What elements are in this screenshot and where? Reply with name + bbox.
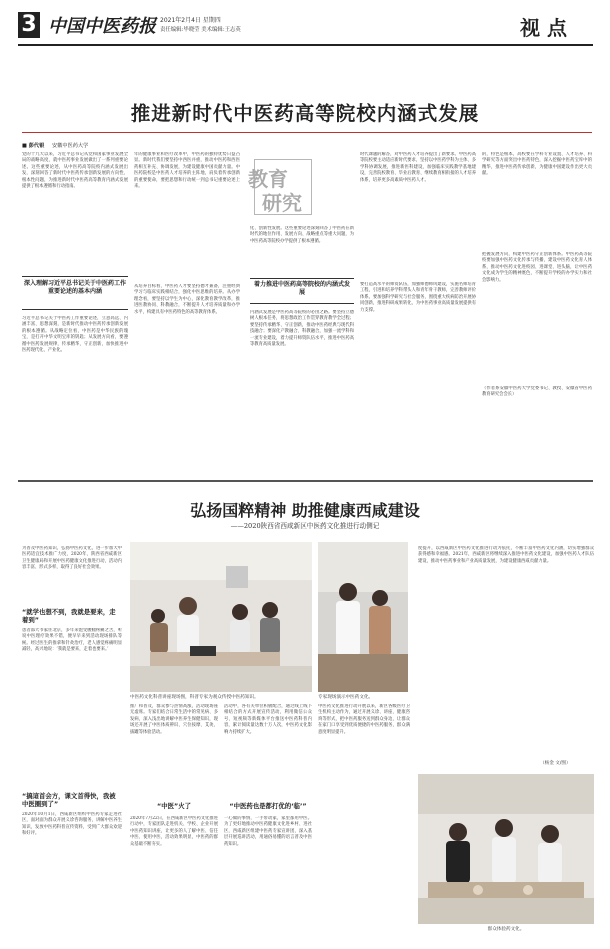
article1-col2-top: 年的健康事业和医疗改革中，中医药的独特优势日益凸显。新时代我们要坚持中西医并重，推动中医药和西医药相互补充、协调发展，为建设健康中国贡献力量。中医药院校是中医药人才培养的主阵地，肩负着传承创新的重要使命，要把思想和行动统一到总书记重要论述上来。 xyxy=(134,152,240,190)
article1-col1-body: 习近平总书记关于中医药工作重要论述，立意高远、内涵丰富、思想深刻，是新时代推动中医药传承创新发展的根本遵循。从战略定位看，中医药是中华民族的瑰宝，是打开中华文明宝库的钥匙；从发展方向看，要遵循中医药发展规律，传承精华，守正创新，加快推进中医药现代化、产业化。 xyxy=(22,316,128,354)
author-line xyxy=(22,142,88,149)
article1-col2-body: 从培养目标看，中医药人才要坚持德才兼备，注重经典学习与临床实践相结合，强化中医思维的培养。从办学理念看，要坚持以学生为中心，深化教育教学改革，推进医教协同、科教融合，不断提升人才培养质量和办学水平，构建具有中医药特色的高等教育体系。 xyxy=(134,284,240,315)
author-org: 安徽中医药大学 xyxy=(51,143,89,149)
page-number-badge xyxy=(18,12,40,38)
pullquote-text: 深入理解习近平总书记关于中医药工作重要论述的基本内涵 xyxy=(24,280,127,295)
page-number: 3 xyxy=(21,12,37,37)
article-2 xyxy=(0,482,610,949)
article-title: 推进新时代中医药高等院校内涵式发展 xyxy=(130,102,480,125)
header-rule xyxy=(18,44,593,46)
lecture-photo xyxy=(130,542,312,692)
title-rule xyxy=(22,132,592,133)
article2-intro: 为普及中医药知识，弘扬中医药文化，进一步加大中医药适宜技术推广力度，2020年，陕西省西咸新区卫生健康局和开展中医药健康文化推进行动，活动内容丰富、形式多样，取得了良好社会效果。 xyxy=(22,546,122,571)
article2-col1-body: 患者邵大爷家住北京，多年来饱受腰腿疼痛之苦，听说中医理疗效果不错，便早早来到活动现场排队等候。经过医生的推拿和针灸治疗，老人感觉疼痛明显减轻，高兴地说：‘我就是要来，走着也要来。’ xyxy=(22,628,122,653)
article2-subhead-1: “就学也想不到，我就是要来，走着到” xyxy=(22,608,116,624)
education-research-emblem xyxy=(248,155,316,219)
article1-col1-intro: 党的十九大以来，习近平总书记从党和国家事业发展全局的战略高度，就中医药事业发展做出了一系列重要论述。这些重要论述，从中医药高等院校内涵式发展出发，深刻回答了新时代中医药传承创新发展的方向性、根本性问题，为推进新时代中医药高等教育内涵式发展提供了根本遵循和行动指南。 xyxy=(22,152,128,190)
emblem-word-2: 研究 xyxy=(262,191,302,215)
article1-col3-top: 化、创新性发展。这些重要论述深刻回答了中医药在新时代的地位作用、发展方向、战略重点等重大问题，为中医药高等院校办学提供了根本遵循。 xyxy=(250,226,354,244)
article2-subtitle: ——2020陕西省西咸新区中医药文化推进行动侧记 xyxy=(230,522,380,530)
pullquote2-box xyxy=(250,278,354,304)
photo2-caption: 专家现场演示中医药文化。 xyxy=(318,695,374,700)
photo1-caption: 中医药文化科普讲座现场图，科普专家为观众传授中医药知识。 xyxy=(130,695,259,700)
author-note: （作者系安徽中医药大学党委书记、教授、安徽省中医药教育研究会会长） xyxy=(482,386,592,398)
article2-col5: 度提升，以西咸新区中医药文化推进行动为依托，不断丰富中医药文化内涵，切实增强群众获得感和幸福感。2021年，西咸新区将继续深入推进中医药文化建设，加强中医药人才队伍建设，推动中医药事业和产业高质量发展，为建设健康西咸贡献力量。 xyxy=(418,546,594,564)
article-1 xyxy=(0,60,610,480)
experience-photo xyxy=(418,774,594,924)
photo3-caption: 群众体验药文化。 xyxy=(487,927,525,932)
article1-col4-top: 时代课题的解答，对中医药人才培养提出了新要求。中医药高等院校要主动适应新时代要求，坚持以中医药学科为主体、多学科协调发展，推进新医科建设，加强临床实践教学基地建设，完善院校教育、毕业后教育、继续教育相衔接的人才培养体系，培养更多高素质中医药人才。 xyxy=(360,152,476,183)
pullquote2-text: 着力推进中医药高等院校的内涵式发展 xyxy=(253,281,350,296)
emblem-word-1: 教育 xyxy=(248,167,288,191)
article2-byline: （杨金 文/图） xyxy=(540,761,571,766)
editor-line: 责任编辑:毕晓莹 美术编辑:王志英 xyxy=(160,27,241,33)
experience-photo-graphic xyxy=(418,774,594,924)
author-name: ■ 彭代银 xyxy=(22,143,45,149)
article2-subhead-3: “中医”火了 xyxy=(157,802,191,810)
page-header xyxy=(0,0,610,60)
article2-col4: 中医药文化推进行动开展以来，新区各级医疗卫生机构主动作为，通过开展义诊、讲座、健康咨询等形式，把中医药服务送到群众身边，让群众在家门口享受到优质便捷的中医药服务，群众满意度明显提升。 xyxy=(318,704,410,735)
demonstration-photo-graphic xyxy=(318,542,408,692)
article1-col4-body: 要打造高水平的师资队伍，加强师德师风建设，实施名师培育工程，引进和培养学科带头人和青年骨干教师，完善教师评价体系。要加强科学研究与社会服务，围绕重大疾病防治开展协同创新，推进科研成果转化，为中医药事业高质量发展提供有力支撑。 xyxy=(360,282,476,313)
article2-col2: 推广和普及，群众参与热情高涨，活动现场座无虚席。专家们结合日常生活中的常见病、多发病，深入浅出地讲解中医养生保健知识，现场还开展了中医体质辨识、穴位按摩、艾灸、拔罐等体验活动。 xyxy=(130,704,218,735)
pullquote-box xyxy=(22,276,128,310)
article2-col1-end: 2020年10月1日，西咸新区组织中医药专家走进社区，面对面为群众开展义诊咨询服务，讲解中医养生知识，发放中医药科普宣传资料，受到广大群众欢迎和好评。 xyxy=(22,812,122,837)
masthead: 中国中医药报 xyxy=(48,16,156,37)
article2-col3-body: 一心做的事情，一手带动家，家里都用中医。为了更好地推动中医药健康文化进乡村、进社区，西咸新区组建中医药专家宣讲团，深入基层开展巡讲活动，用通俗易懂的语言普及中医药知识。 xyxy=(224,816,312,847)
article1-col5-body: 把握发展方向，构建中医药守正创新体系。中医药高等院校要加强中医药文化传承与传播，建设中医药文化育人体系，推动中医药文化进校园、进课堂、进头脑，让中医药文化成为学生的精神底色，不断提升学校的办学实力和社会影响力。 xyxy=(482,252,592,283)
article2-subhead-4: “中医药也是都打优的‘临’” xyxy=(229,802,307,810)
article1-col3-body: 内涵式发展是中医药高等院校的必由之路。要坚持立德树人根本任务，将思想政治工作贯穿教育教学全过程；要坚持传承精华、守正创新，推动中医药经典与现代科技融合；要深化产教融合、科教融合，加强一流学科和一流专业建设，着力提升师资队伍水平，推进中医药高等教育高质量发展。 xyxy=(250,310,354,348)
lecture-photo-graphic xyxy=(130,542,312,692)
article2-title: 弘扬国粹精神 助推健康西咸建设 xyxy=(190,501,420,520)
demonstration-photo xyxy=(318,542,408,692)
section-name: 视 点 xyxy=(520,16,567,40)
article2-col2-body: 2020年7月22日，在西咸新区中医药文化推进行动中，专家团队走进机关、学校、企业开展中医药知识讲座，让更多的人了解中医、信任中医、使用中医，活动效果明显，中医药的群众基础不断夯实。 xyxy=(130,816,218,847)
date-line: 2021年2月4日 星期四 xyxy=(160,17,221,24)
article1-col5-top: 的，特色是根本，高校要在学科专业设置、人才培养、科学研究等方面突出中医药特色，深入挖掘中医药宝库中的精华，推进中医药传承创新，为健康中国建设作出更大贡献。 xyxy=(482,152,592,177)
article2-subhead-2: “搞這首会方，课文首得快，我被中医圈到了” xyxy=(22,792,116,808)
article2-col3: 活动中，各有关单位积极配合，通过线上线下相结合的方式开展宣传活动，利用微信公众号、短视频等新媒体平台推送中医药科普内容，累计阅读量达数十万人次，中医药文化影响力持续扩大。 xyxy=(224,704,312,735)
